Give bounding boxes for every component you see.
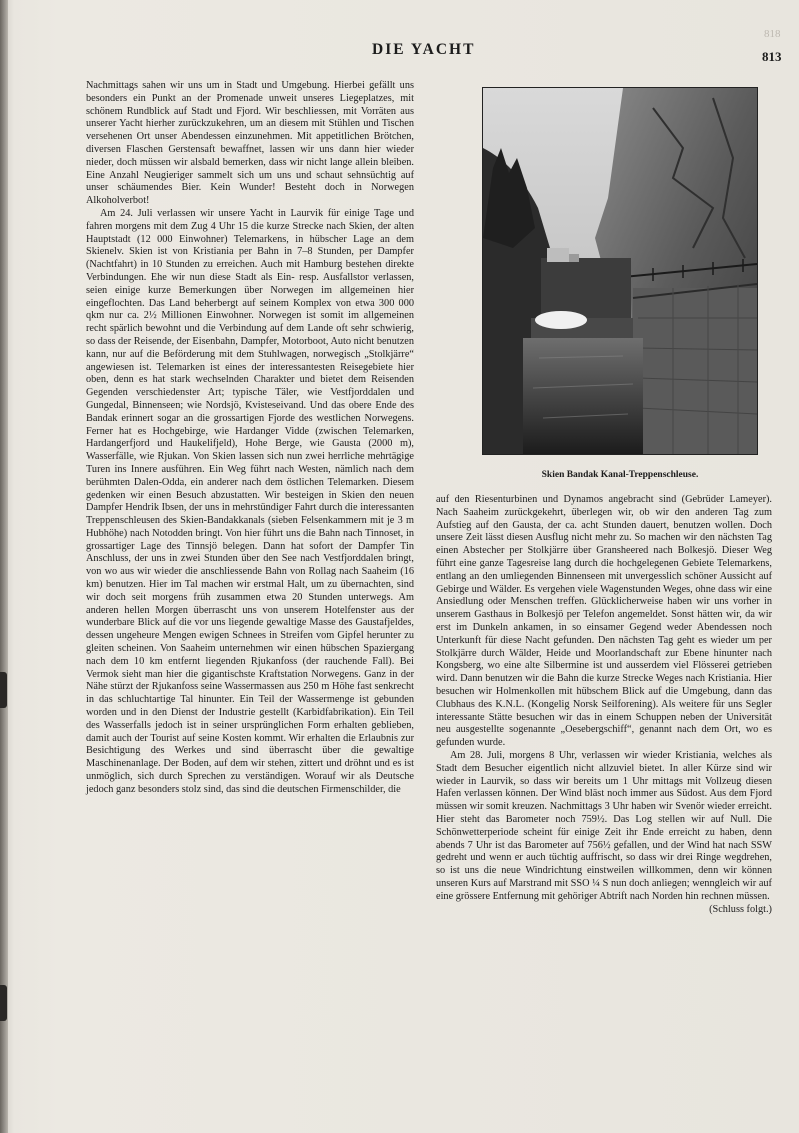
paragraph: Nachmittags sahen wir uns um in Stadt und Umgebung. Hierbei gefällt uns besonders ein Punkt an der Promenade unweit unseres Liegeplatzes, mit schönem Rundblick auf Stadt und Fjord. Wir beschliessen, mit Vorräten aus unserer Yacht hierher zurückzukehren, um an diesem mit Stühlen und Tischen versehenen Ort unser Abendessen einzunehmen. Mit appetitlichen Brötchen, diversen Flaschen Gerstensaft bewaffnet, lassen wir uns dann hier wieder nieder, doch müssen wir alsbald bemerken, dass wir nicht lange allein bleiben. Eine Anzahl Neugieriger sammelt sich um uns und schaut sehnsüchtig auf unser schäumendes Bier. Kein Wunder! Besteht doch in Norwegen Alkoholverbot! bbox=[86, 80, 414, 207]
right-column bbox=[436, 494, 772, 916]
canal-lock-photo bbox=[482, 87, 758, 455]
bleed-through-mark: 818 bbox=[764, 28, 781, 40]
running-title: DIE YACHT bbox=[372, 41, 476, 58]
paragraph: auf den Riesenturbinen und Dynamos angebracht sind (Gebrüder Lameyer). Nach Saaheim zurückgekehrt, überlegen wir, ob wir den anderen Tag zum Aufstieg auf den Gausta, der ca. acht Stunden dauert, benutzen wollen. Doch unsere Zeit lässt diesen Ausflug nicht mehr zu. So machen wir den nächsten Tag einen Abstecher per Stolkjärre über Gransheered nach Bolkesjö. Dieser Weg führt eine ganze Tagesreise lang durch die hochgelegenen Gebiete Telemarkens, entlang an den umliegenden Binnenseen mit unvergesslich schöner Aussicht auf Gebirge und Wälder. Es vergehen viele Wagenstunden Weges, ohne dass wir eine Ansiedlung oder Menschen treffen. Glücklicherweise haben wir uns vorher in unserem Gasthaus in Bolkesjö per Telefon angemeldet. Sonst hätten wir, da wir erst im Dunkeln ankamen, in so einsamer Gegend weder Abendessen noch Unterkunft für diese Nacht gefunden. Den nächsten Tag geht es wieder um per Stolkjärre durch Wälder, Heide und Moorlandschaft zur Ebene hinunter nach Kongsberg, wo eine alte Silbermine ist und ausserdem viel Flösserei getrieben wird. Dann benutzen wir die Bahn die kurze Strecke Weges nach Kristiania. Hier besuchen wir Holmenkollen mit hübschem Blick auf die Umgebung, dann das Clubhaus des K.N.L. (Kongelig Norsk Seilforening). Als weitere für uns Segler interessante Stätte besuchen wir das in einem Schuppen neben der Universität neu ausgestellte sogenannte „Oesebergschiff“, genannt nach dem Ort, wo es gefunden wurde. bbox=[436, 494, 772, 749]
paragraph: Am 28. Juli, morgens 8 Uhr, verlassen wir wieder Kristiania, welches als Stadt dem Besucher eigentlich nicht allzuviel bietet. In aller Kürze sind wir wieder in Laurvik, so dass wir bereits um 1 Uhr mittags mit Vollzeug diesen Hafen verlassen können. Der Wind bläst noch immer aus Südost. Aus dem Fjord müssen wir somit kreuzen. Nachmittags 3 Uhr haben wir Svenör wieder erreicht. Hier steht das Barometer noch 759½. Das Log stellen wir auf Null. Die Schönwetterperiode scheint für einige Zeit ihr Ende erreicht zu haben, denn abends 7 Uhr ist das Barometer auf 756½ gefallen, und der Wind hat nach SSW gedreht und wenn er auch tüchtig auffrischt, so dass wir drei Ringe wegdrehen, so ist uns die neue Windrichtung einstweilen willkommen, denn wir können unseren Kurs auf Marstrand mit SSO ¼ S nun doch anliegen; wenngleich wir auf eine grössere Entfernung mit gehöriger Abtrift nach Norden hin rechnen müssen. bbox=[436, 749, 772, 902]
page-spine bbox=[0, 0, 8, 1133]
page-number: 813 bbox=[762, 49, 782, 64]
binding-mark bbox=[0, 985, 7, 1021]
paragraph: Am 24. Juli verlassen wir unsere Yacht in Laurvik für einige Tage und fahren morgens mit dem Zug 4 Uhr 15 die kurze Strecke nach Skien, der alten Hauptstadt (12 000 Einwohner) Telemarkens, in hübscher Lage an dem Skienelv. Skien ist von Kristiania per Bahn in 7–8 Stunden, per Dampfer (Nachtfahrt) in 10 Stunden zu erreichen. Auch mit Hamburg bestehen direkte Verbindungen. Ehe wir nun diese Stadt als Ein- resp. Ausfallstor verlassen, seien einige kurze Bemerkungen über Norwegen im allgemeinen hier eingeflochten. Das Land beherbergt auf seinem Komplex von etwa 300 000 qkm nur ca. 2½ Millionen Einwohner. Norwegen ist somit im allgemeinen recht spärlich bewohnt und die Verbindung auf dem Lande oft sehr schwierig, so dass der Reisende, der Eisenbahn, Dampfer, Motorboot, Auto nicht benutzen kann, nur auf die Beförderung mit dem Stuhlwagen, norwegisch „Stolkjärre“ angewiesen ist. Telemarken ist eines der interessantesten Reisegebiete hier oben, denn es hat stark wechselnden Charakter und bietet dem Reisenden Gegenden verschiedenster Art; typische Täler, wie Vestfjorddalen und Gungedal, Binnenseen; wie Nordsjö, Kvisteseivand. Und das obere Ende des Bandak erinnert sogar an die grossartigen Fjorde des westlichen Norwegens. Ferner hat es Hochgebirge, wie Hardanger Vidde (zwischen Telemarken, Hardangerfjord und Haukelifjeld), Hohe Berge, wie Gausta (2000 m), Wasserfälle, wie Rjukan. Von Skien lassen sich nun zwei herrliche mehrtägige Turen ins Innere ausführen. Ein Weg führt nach Westen, nämlich nach dem berühmten Dalen-Odda, ein anderer nach dem östlichen Telemarken. Diesem gedenken wir einen Besuch abzustatten. Wir besteigen in Skien den neuen Dampfer Hendrik Ibsen, der uns in mehrstündiger Fahrt durch die interessanten Treppenschleusen des Skien-Bandakkanals (sieben Felsenkammern mit je 3 m Hubhöhe) nach Notodden bringt. Von hier führt uns die Bahn nach Tinnoset, in grossartiger Lage des Tinnsjö belegen. Dann hat sofort der Dampfer Tin Anschluss, der uns in zwei Stunden über den See nach Vestfjorddalen bringt, von wo aus wir wieder die anschliessende Bahn von Rollag nach Saaheim (16 km) benutzen. Hier im Tal machen wir erstmal Halt, um zu übernachten, sind wir doch seit morgens früh zusammen etwa 20 Stunden unterwegs. Am anderen hellen Morgen überrascht uns von unserem Hotelfenster aus der wunderbare Blick auf die vor uns liegende gewaltige Masse des Gaustafjeldes, dessen ungeheure Mengen ewigen Schnees in Streifen vom Gipfel herunter zu gleiten scheinen. Von Saaheim unternehmen wir einen hübschen Spaziergang nach dem 10 km entfernt liegenden Rjukanfoss (der rauchende Fall). Bei Vermok sieht man hier die gigantischste Kraftstation Norwegens. Ganz in der Nähe stürzt der Rjukanfoss seine Wassermassen aus 250 m Höhe fast senkrecht in das schluchtartige Tal hinunter. Ein Teil der Wassermenge ist gebunden worden und in den Dienst der Industrie gestellt (Karbidfabrikation). Ein Teil des Wasserfalls jedoch ist in seiner ursprünglichen Form erhalten geblieben, damit auch der Tourist auf seine Kosten kommt. Wir erhalten die Erlaubnis zur Besichtigung des Werkes und sind überrascht über die gewaltige Maschinenanlage. Der Boden, auf dem wir stehen, zittert und dröhnt und es ist unmöglich, sich durch Sprechen zu verständigen. Worauf wir als Deutsche jedoch ganz besonders stolz sind, das sind die deutschen Firmenschilder, die bbox=[86, 207, 414, 795]
figure-caption: Skien Bandak Kanal-Treppenschleuse. bbox=[541, 470, 699, 480]
binding-mark bbox=[0, 672, 7, 708]
continuation-note: (Schluss folgt.) bbox=[709, 903, 772, 915]
canal-lock-illustration bbox=[483, 88, 757, 454]
left-column bbox=[86, 80, 414, 797]
